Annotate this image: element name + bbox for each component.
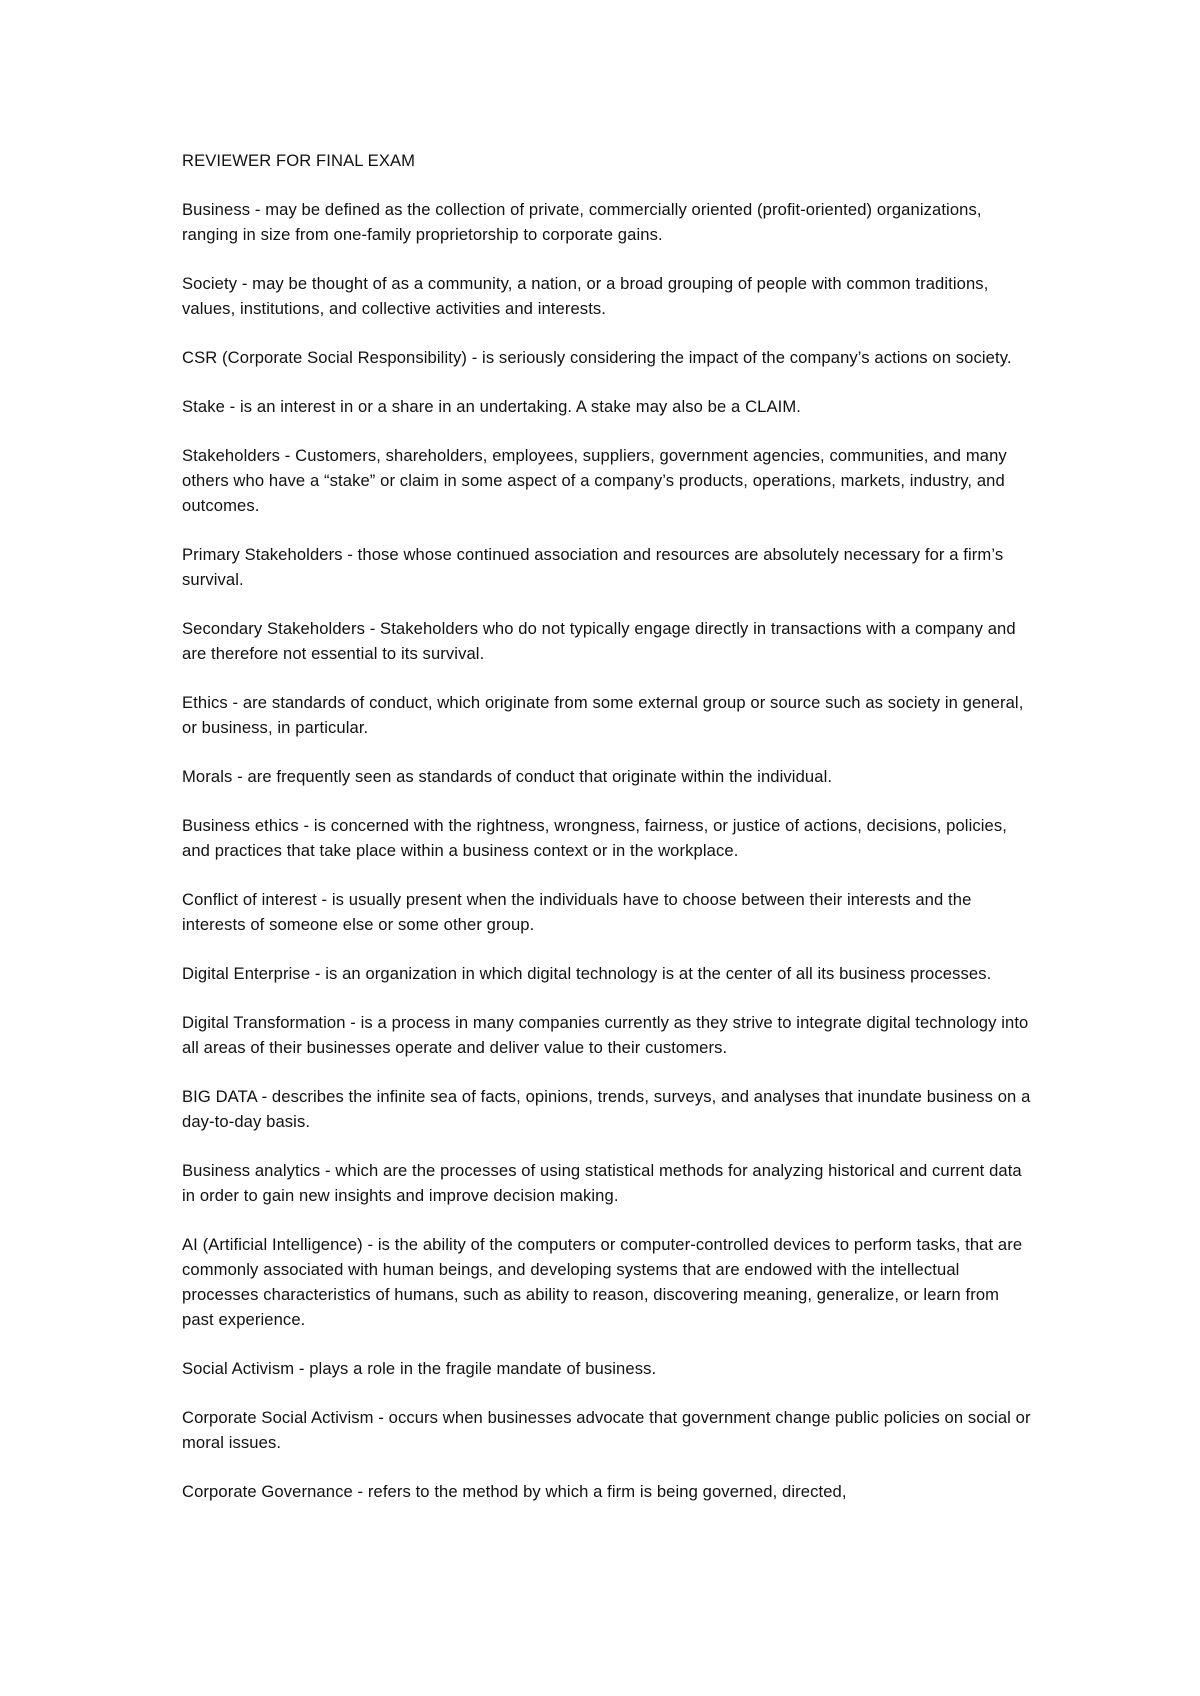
term-separator: - — [320, 1161, 336, 1180]
definition-text: Stakeholders who do not typically engage directly in transactions with a company and are therefore not essential to its survival. — [182, 619, 1016, 663]
definition-text: Customers, shareholders, employees, suppliers, government agencies, communities, and many others who have a “stake” or claim in some aspect of a company’s products, operations, markets, industry, and outcomes. — [182, 446, 1007, 515]
term-separator: - — [237, 274, 253, 293]
definition-entry — [182, 345, 1034, 370]
definition-text: is concerned with the rightness, wrongness, fairness, or justice of actions, decisions, policies, and practices that take place within a business context or in the workplace. — [182, 816, 1007, 860]
term-separator: - — [280, 446, 296, 465]
term-separator: - — [310, 964, 326, 983]
definition-entry — [182, 271, 1034, 321]
definition-entry — [182, 1158, 1034, 1208]
document-title: REVIEWER FOR FINAL EXAM — [182, 151, 416, 170]
definition-entry — [182, 1405, 1034, 1455]
term-separator: - — [362, 1235, 378, 1254]
definition-text: is an interest in or a share in an undertaking. A stake may also be a CLAIM. — [239, 397, 802, 416]
definition-text: occurs when businesses advocate that government change public policies on social or moral issues. — [182, 1408, 1031, 1452]
definition-term: Society — [182, 274, 238, 293]
definition-entry — [182, 764, 1034, 789]
definition-entry — [182, 542, 1034, 592]
definition-text: is a process in many companies currently as they strive to integrate digital technology into all areas of their businesses operate and deliver value to their customers. — [182, 1013, 1029, 1057]
definition-text: is the ability of the computers or computer-controlled devices to perform tasks, that are commonly associated with human beings, and developing systems that are endowed with the intellectual processes characteristics of humans, such as ability to reason, discovering meaning, generalize, or learn from past experience. — [182, 1235, 1023, 1329]
definition-entry — [182, 690, 1034, 740]
definition-list — [182, 197, 1034, 1504]
definition-text: is usually present when the individuals have to choose between their interests and the interests of someone else or some other group. — [182, 890, 972, 934]
term-separator: - — [298, 816, 314, 835]
definition-entry — [182, 443, 1034, 518]
definition-term: Business analytics — [182, 1161, 321, 1180]
definition-term: Secondary Stakeholders — [182, 619, 365, 638]
definition-entry — [182, 616, 1034, 666]
term-separator: - — [352, 1482, 368, 1501]
definition-text: may be defined as the collection of private, commercially oriented (profit-oriented) organizations, ranging in size from one-family proprietorship to corporate gains. — [182, 200, 982, 244]
document-content — [182, 148, 1034, 1528]
definition-entry — [182, 1084, 1034, 1134]
definition-term: CSR (Corporate Social Responsibility) — [182, 348, 467, 367]
term-separator: - — [345, 1013, 361, 1032]
term-separator: - — [227, 693, 243, 712]
term-separator: - — [224, 397, 240, 416]
term-separator: - — [250, 200, 266, 219]
term-separator: - — [365, 619, 381, 638]
definition-term: BIG DATA — [182, 1087, 257, 1106]
definition-entry — [182, 197, 1034, 247]
definition-text: are standards of conduct, which originate from some external group or source such as society in general, or business, in particular. — [182, 693, 1024, 737]
definition-text: are frequently seen as standards of conduct that originate within the individual. — [247, 767, 833, 786]
definition-text: those whose continued association and resources are absolutely necessary for a firm’s survival. — [182, 545, 1004, 589]
term-separator: - — [342, 545, 358, 564]
definition-term: Corporate Governance — [182, 1482, 353, 1501]
definition-term: Primary Stakeholders — [182, 545, 343, 564]
definition-text: is an organization in which digital technology is at the center of all its business processes. — [325, 964, 992, 983]
term-separator: - — [466, 348, 483, 367]
definition-term: AI (Artificial Intelligence) — [182, 1235, 363, 1254]
definition-entry — [182, 1356, 1034, 1381]
definition-term: Stakeholders — [182, 446, 281, 465]
definition-term: Business — [182, 200, 251, 219]
definition-text: is seriously considering the impact of the company’s actions on society. — [482, 348, 1012, 367]
term-separator: - — [373, 1408, 389, 1427]
definition-term: Conflict of interest — [182, 890, 317, 909]
term-separator: - — [294, 1359, 310, 1378]
definition-term: Digital Enterprise — [182, 964, 311, 983]
term-separator: - — [232, 767, 248, 786]
definition-entry — [182, 1479, 1034, 1504]
term-separator: - — [256, 1087, 272, 1106]
definition-entry — [182, 1232, 1034, 1332]
definition-entry — [182, 394, 1034, 419]
definition-term: Corporate Social Activism — [182, 1408, 374, 1427]
definition-entry — [182, 961, 1034, 986]
definition-text: refers to the method by which a firm is being governed, directed, — [367, 1482, 847, 1501]
definition-term: Stake — [182, 397, 225, 416]
definition-text: plays a role in the fragile mandate of business. — [309, 1359, 657, 1378]
definition-text: may be thought of as a community, a nation, or a broad grouping of people with common traditions, values, institutions, and collective activities and interests. — [182, 274, 989, 318]
definition-text: which are the processes of using statistical methods for analyzing historical and current data in order to gain new insights and improve decision making. — [182, 1161, 1022, 1205]
definition-entry — [182, 887, 1034, 937]
definition-entry — [182, 1010, 1034, 1060]
definition-term: Ethics — [182, 693, 228, 712]
definition-term: Digital Transformation — [182, 1013, 346, 1032]
definition-term: Morals — [182, 767, 233, 786]
definition-entry — [182, 813, 1034, 863]
term-separator: - — [316, 890, 332, 909]
definition-text: describes the infinite sea of facts, opinions, trends, surveys, and analyses that inundate business on a day-to-day basis. — [182, 1087, 1031, 1131]
definition-term: Social Activism — [182, 1359, 295, 1378]
definition-term: Business ethics — [182, 816, 299, 835]
